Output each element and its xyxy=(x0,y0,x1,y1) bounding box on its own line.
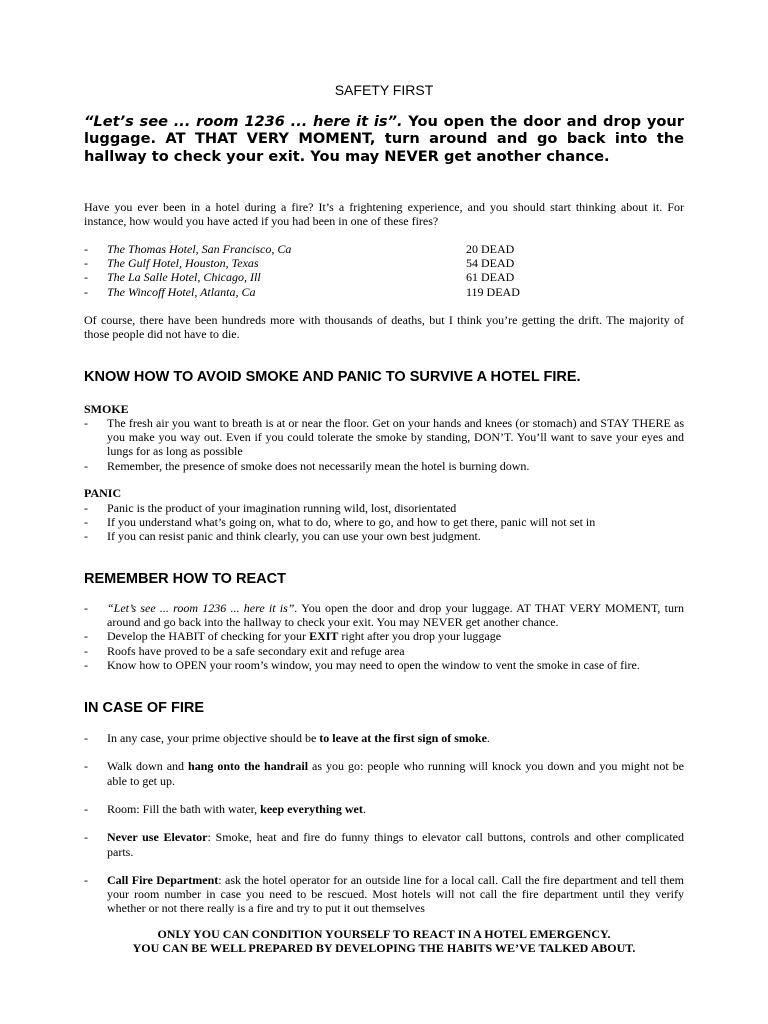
bullet-dash: - xyxy=(84,629,88,644)
bullet-dash: - xyxy=(84,529,88,544)
list-item-text: Walk down and xyxy=(107,759,189,774)
list-item-text: If you understand what’s going on, what to do, where to go, and how to get there, panic will not set in xyxy=(107,515,596,530)
bullet-dash: - xyxy=(84,242,88,256)
hotel-name: The Wincoff Hotel, Atlanta, Ca xyxy=(107,284,256,299)
smoke-heading: SMOKE xyxy=(84,402,129,416)
list-item-text: If you can resist panic and think clearly, you can use your own best judgment. xyxy=(107,529,481,544)
bullet-dash: - xyxy=(84,515,88,530)
list-item-text: Develop the HABIT of checking for your xyxy=(107,629,310,644)
hotel-row xyxy=(84,270,684,284)
bullet-dash: - xyxy=(84,759,88,774)
section-heading-react: REMEMBER HOW TO REACT xyxy=(84,571,286,587)
list-item-text: . xyxy=(362,801,366,816)
intro-paragraph: Have you ever been in a hotel during a fire? It’s a frightening experience, and you should start thinking about it. For instance, how would you have acted if you had been in one of these fires? xyxy=(84,200,684,229)
bullet-dash: - xyxy=(84,830,88,845)
list-item-text: Know how to OPEN your room’s window, you may need to open the window to vent the smoke in case of fire. xyxy=(107,657,640,672)
bullet-dash: - xyxy=(84,601,88,615)
hotel-deaths: 20 DEAD xyxy=(466,242,515,256)
list-item xyxy=(84,802,684,816)
react-list xyxy=(84,601,684,672)
emphasis: Call Fire Department xyxy=(107,872,219,887)
list-item-text: In any case, your prime objective should be xyxy=(107,731,320,745)
list-item-text: Roofs have proved to be a safe secondary exit and refuge area xyxy=(107,643,405,658)
list-item xyxy=(84,515,684,529)
emphasis: hang onto the handrail xyxy=(188,759,309,774)
bullet-dash: - xyxy=(84,657,88,672)
exit-emphasis: EXIT xyxy=(309,629,339,644)
hotel-name: The Gulf Hotel, Houston, Texas xyxy=(107,256,259,271)
hotel-deaths: 119 DEAD xyxy=(466,284,520,299)
react-quote: “Let’s see ... room 1236 ... here it is”. xyxy=(107,601,298,615)
hotel-name: The La Salle Hotel, Chicago, Ill xyxy=(107,270,261,285)
list-item-text: Remember, the presence of smoke does not necessarily mean the hotel is burning down. xyxy=(107,458,530,473)
hotel-deaths: 61 DEAD xyxy=(466,270,515,285)
bullet-dash: - xyxy=(84,416,88,430)
lead-quote: “Let’s see ... room 1236 ... here it is”. xyxy=(84,113,403,130)
bullet-dash: - xyxy=(84,801,88,816)
bullet-dash: - xyxy=(84,458,88,473)
emphasis: Never use Elevator xyxy=(107,830,208,845)
list-item xyxy=(84,644,684,658)
hotel-name: The Thomas Hotel, San Francisco, Ca xyxy=(107,242,292,256)
list-item-text: Room: Fill the bath with water, xyxy=(107,801,261,816)
bullet-dash: - xyxy=(84,731,88,745)
list-item-text: as you go: people who running will knock you down and you might not be able to get up. xyxy=(107,759,684,788)
panic-heading: PANIC xyxy=(84,486,122,500)
document-title: SAFETY FIRST xyxy=(334,82,434,98)
list-item xyxy=(84,873,684,916)
panic-list xyxy=(84,501,684,544)
section-heading-in-case-of-fire: IN CASE OF FIRE xyxy=(84,700,205,716)
list-item xyxy=(84,658,684,672)
closing-statement xyxy=(84,927,684,955)
bullet-dash: - xyxy=(84,284,88,299)
list-item-text: You open the door and drop your luggage. AT THAT VERY MOMENT, turn around and go back into the hallway to check your exit. You may NEVER get another chance. xyxy=(107,601,684,630)
emphasis: keep everything wet xyxy=(260,801,363,816)
hotel-fire-list xyxy=(84,242,684,299)
list-item-text: : ask the hotel operator for an outside line for a local call. Call the fire department and tell them your room number in case you need to be rescued. Most hotels will not call the fire department until they verify whether or not there really is a fire and try to put it out themselves xyxy=(107,872,684,916)
bullet-dash: - xyxy=(84,872,88,887)
outro-paragraph: Of course, there have been hundreds more with thousands of deaths, but I think you’re getting the drift. The majority of those people did not have to die. xyxy=(84,313,684,342)
bullet-dash: - xyxy=(84,256,88,271)
lead-text: You open the door and drop your luggage. AT THAT VERY MOMENT, turn around and go back into the hallway to check your exit. You may NEVER get another chance. xyxy=(84,113,684,165)
list-item xyxy=(84,501,684,515)
list-item-text: Panic is the product of your imagination running wild, lost, disorientated xyxy=(107,501,457,515)
list-item xyxy=(84,629,684,643)
list-item xyxy=(84,416,684,459)
hotel-row xyxy=(84,256,684,270)
lead-paragraph xyxy=(84,113,684,165)
hotel-deaths: 54 DEAD xyxy=(466,256,515,271)
list-item xyxy=(84,830,684,858)
emphasis: to leave at the first sign of smoke xyxy=(319,731,487,745)
list-item-text: . xyxy=(486,731,490,745)
closing-line: YOU CAN BE WELL PREPARED BY DEVELOPING THE HABITS WE’VE TALKED ABOUT. xyxy=(132,941,636,956)
bullet-dash: - xyxy=(84,501,88,515)
list-item xyxy=(84,759,684,787)
list-item-text: The fresh air you want to breath is at or near the floor. Get on your hands and knees (or stomach) and STAY THERE as you make you way out. Even if you could tolerate the smoke by standing, DON’T. You’ll want to save your eyes and lungs for as long as possible xyxy=(107,416,684,459)
bullet-dash: - xyxy=(84,270,88,285)
bullet-dash: - xyxy=(84,643,88,658)
hotel-row xyxy=(84,285,684,299)
list-item-text: : Smoke, heat and fire do funny things to elevator call buttons, controls and other complicated parts. xyxy=(107,830,684,859)
list-item xyxy=(84,459,684,473)
fire-list xyxy=(84,731,684,916)
list-item xyxy=(84,601,684,629)
list-item xyxy=(84,529,684,543)
smoke-list xyxy=(84,416,684,473)
closing-line: ONLY YOU CAN CONDITION YOURSELF TO REACT IN A HOTEL EMERGENCY. xyxy=(157,927,611,941)
list-item xyxy=(84,731,684,745)
list-item-text: right after you drop your luggage xyxy=(338,629,502,644)
hotel-row xyxy=(84,242,684,256)
section-heading-avoid-smoke: KNOW HOW TO AVOID SMOKE AND PANIC TO SURVIVE A HOTEL FIRE. xyxy=(84,369,581,385)
